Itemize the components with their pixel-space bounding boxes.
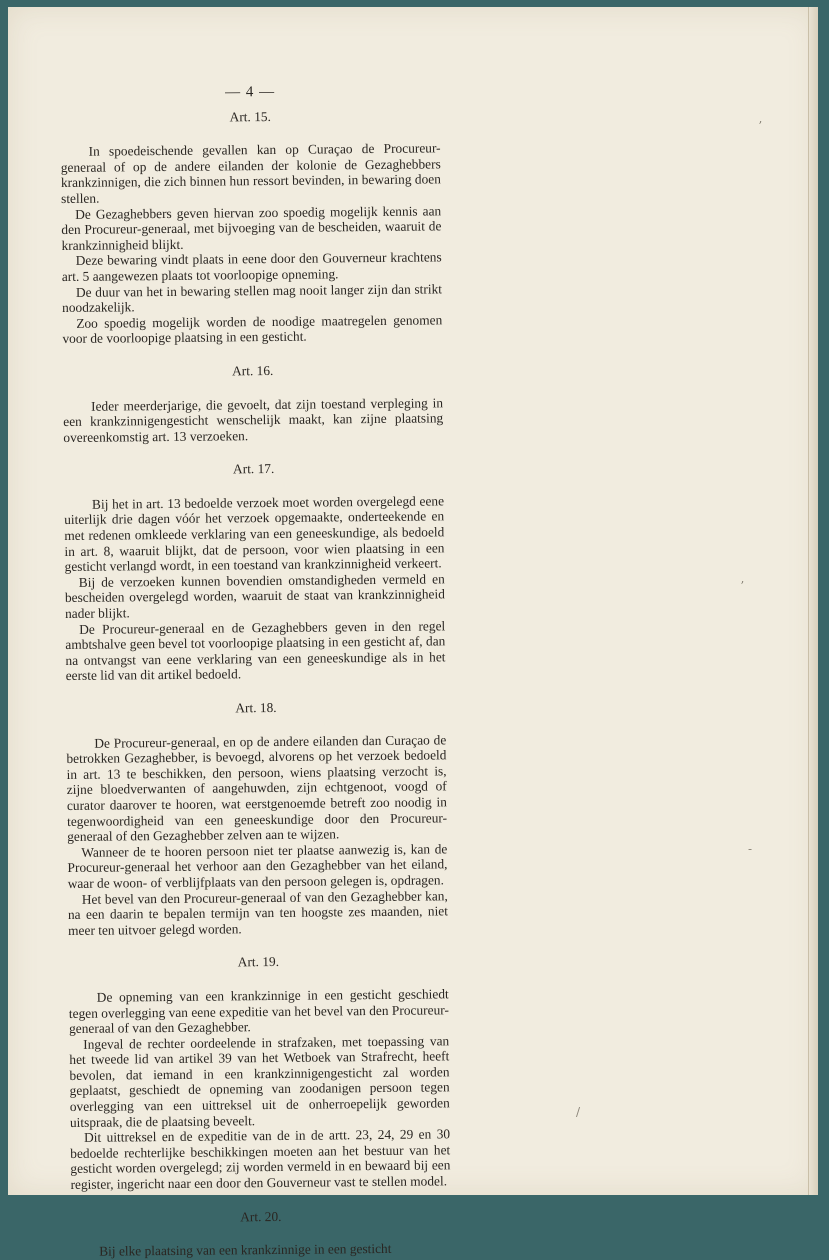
paragraph: Bij het in art. 13 bedoelde verzoek moet worden overgelegd eene uiterlijk drie dagen vóór het verzoek opgemaakte, onderteekende en met redenen omkleede verklaring van een geneeskundige, als bedoeld in art. 8, waaruit blijkt, dat de persoon, voor wien plaatsing in een gesticht verlangd wordt, in een toestand van krankzinnigheid verkeert. — [64, 493, 445, 575]
paragraph: De Gezaghebbers geven hiervan zoo spoedig mogelijk kennis aan den Procureur-generaal, met bijvoeging van de bescheiden, waaruit de krankzinnigheid blijkt. — [61, 202, 442, 253]
page-edge — [808, 7, 818, 1195]
paragraph: De Procureur-generaal, en op de andere eilanden dan Curaçao de betrokken Gezaghebber, is bevoegd, alvorens op het verzoek bedoeld in art. 13 te beschikken, den persoon, wiens plaatsing verzocht is, zijne bloedverwanten of aangehuwden, zijn echtgenoot, voogd of curator daarover te hooren, wat eerstgenoemde betreft zoo noodig in tegenwoordigheid van een geneeskundige door den Procureur-generaal of den Gezaghebber zelven aan te wijzen. — [66, 731, 448, 845]
stray-mark: ʼ — [740, 579, 744, 593]
article-heading: Art. 20. — [240, 1208, 282, 1224]
article-heading: Art. 19. — [237, 954, 280, 970]
paragraph: Deze bewaring vindt plaats in eene door den Gouverneur krachtens art. 5 aangewezen plaats tot voorloopige opneming. — [61, 249, 442, 284]
paragraph: Bij de verzoeken kunnen bovendien omstandigheden vermeld en bescheiden overgelegd worden, waaruit de staat van krankzinnigheid nader blijkt. — [64, 571, 445, 622]
paragraph: Dit uittreksel en de expeditie van de in de artt. 23, 24, 29 en 30 bedoelde rechterlijke beschikkingen moeten aan het bestuur van het gesticht worden overgelegd; zij worden vermeld in en bewaard bij een register, ingericht naar een door den Gouverneur vast te stellen model. — [70, 1126, 451, 1192]
page-number: — 4 — — [224, 83, 276, 101]
paragraph: Bij elke plaatsing van een krankzinnige in een gesticht — [99, 1241, 392, 1259]
page-content — [60, 83, 451, 1259]
paragraph: Het bevel van den Procureur-generaal of van den Gezaghebber kan, na een daarin te bepalen termijn van ten hoogste zes maanden, niet meer ten uitvoer gelegd worden. — [67, 887, 448, 938]
paragraph: Wanneer de te hooren persoon niet ter plaatse aanwezig is, kan de Procureur-generaal het verhoor aan den Gezaghebber van het eiland, waar de woon- of verblijfplaats van den persoon gelegen is, opdragen. — [67, 841, 448, 891]
paragraph: De duur van het in bewaring stellen mag nooit langer zijn dan strikt noodzakelijk. — [62, 280, 443, 316]
paragraph: De opneming van een krankzinnige in een gesticht geschiedt tegen overlegging van eene expeditie van het bevel van den Procureur-generaal of van den Gezaghebber. — [68, 986, 449, 1037]
stray-mark: - — [748, 842, 753, 856]
paragraph: Ieder meerderjarige, die gevoelt, dat zijn toestand verpleging in een krankzinnigengesticht wenschelijk maakt, kan zijne plaatsing overeenkomstig art. 13 verzoeken. — [63, 394, 444, 445]
document-page — [8, 7, 818, 1259]
stray-mark: ʼ — [758, 119, 762, 133]
stray-mark: / — [576, 1105, 581, 1119]
article-heading: Art. 18. — [235, 699, 277, 716]
article-heading: Art. 17. — [232, 461, 275, 477]
paragraph: Ingeval de rechter oordeelende in strafzaken, met toepassing van het tweede lid van artikel 39 van het Wetboek van Strafrecht, heeft bevolen, dat iemand in een krankzinnigengesticht zal worden geplaatst, geschiedt de opneming van zoodanigen persoon tegen overlegging van een uittreksel uit de onherroepelijk geworden uitspraak, die de plaatsing beveelt. — [69, 1032, 450, 1130]
paragraph: De Procureur-generaal en de Gezaghebbers geven in den regel ambtshalve geen bevel tot voorloopige plaatsing in een gesticht af, dan na ontvangst van eene verklaring van een geneeskundige als in het eerste lid van dit artikel bedoeld. — [65, 617, 446, 684]
paragraph: Zoo spoedig mogelijk worden de noodige maatregelen genomen voor de voorloopige plaatsing in een gesticht. — [62, 312, 443, 347]
article-heading: Art. 16. — [232, 362, 274, 379]
article-heading: Art. 15. — [229, 108, 272, 124]
paragraph: In spoedeischende gevallen kan op Curaçao de Procureur-generaal of op de andere eilanden der kolonie de Gezaghebbers krankzinnigen, die zich binnen hun ressort bevinden, in bewaring doen stellen. — [60, 140, 441, 206]
